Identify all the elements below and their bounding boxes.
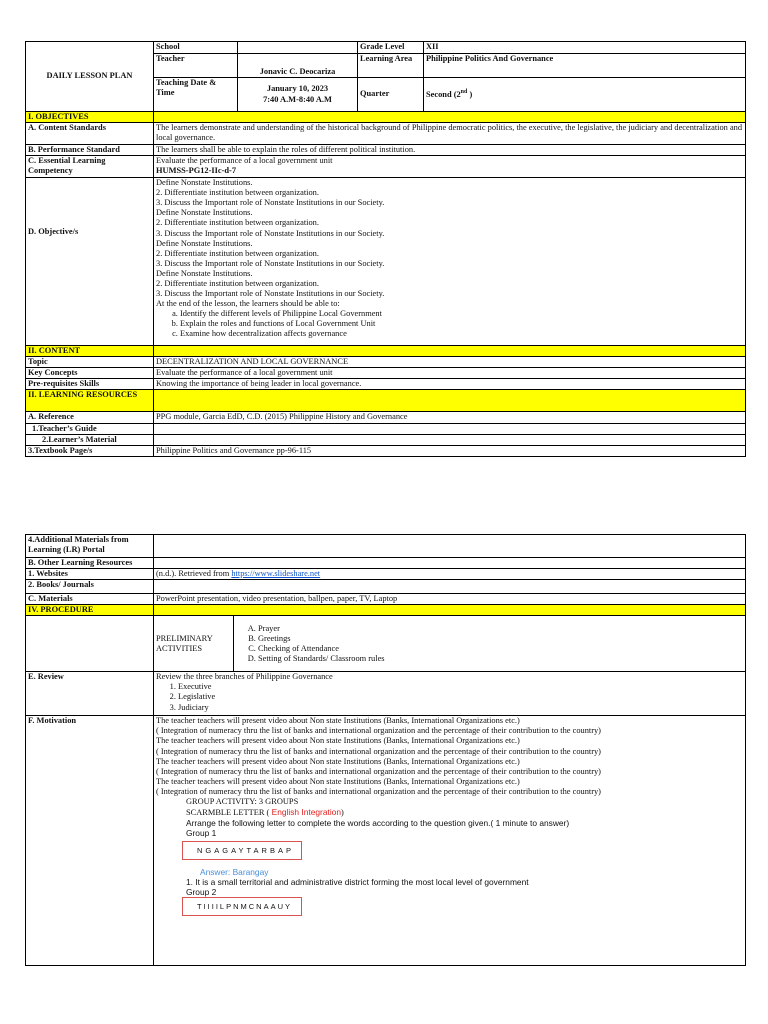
grade-label: Grade Level	[358, 42, 424, 54]
motivation-label: F. Motivation	[26, 716, 154, 966]
area-value: Philippine Politics And Governance	[424, 54, 746, 78]
preliminary-item: A. Prayer	[258, 624, 743, 634]
motivation-para: The teacher teachers will present video about Non state Institutions (Banks, International Organizations etc.)	[156, 716, 520, 726]
objective-line: Define Nonstate Institutions.	[156, 238, 253, 248]
teacher-value: Jonavic C. Deocariza	[238, 54, 358, 78]
content-heading: II. CONTENT	[26, 346, 154, 357]
end-objective-item: a. Identify the different levels of Philippine Local Government	[180, 309, 743, 319]
group-activity: GROUP ACTIVITY: 3 GROUPS	[186, 796, 299, 806]
motivation-para: The teacher teachers will present video about Non state Institutions (Banks, International Organizations etc.)	[156, 756, 520, 766]
objective-lines	[156, 178, 743, 299]
objective-line: 3. Discuss the Important role of Nonstate Institutions in our Society.	[156, 228, 385, 238]
procedure-heading: IV. PROCEDURE	[26, 605, 154, 616]
grade-value: XII	[424, 42, 746, 54]
preliminary-item: C. Checking of Attendance	[258, 644, 743, 654]
date-value: January 10, 2023	[266, 84, 329, 94]
materials-label: C. Materials	[26, 594, 154, 605]
end-intro: At the end of the lesson, the learners should be able to:	[156, 299, 340, 309]
scramble-heading: SCARMBLE LETTER ( English Integration)	[186, 807, 344, 818]
motivation-para: The teacher teachers will present video about Non state Institutions (Banks, International Organizations etc.)	[156, 776, 520, 786]
objectives-body	[154, 178, 746, 346]
review-label: E. Review	[26, 672, 154, 716]
review-item: 2. Legislative	[178, 692, 743, 702]
performance-standard-label: B. Performance Standard	[26, 145, 154, 156]
objective-line: Define Nonstate Institutions.	[156, 208, 253, 218]
objective-line: 2. Differentiate institution between organization.	[156, 248, 319, 258]
competency-label: C. Essential Learning Competency	[26, 156, 154, 178]
prereq-text: Knowing the importance of being leader in local governance.	[154, 379, 746, 390]
school-value	[238, 42, 358, 54]
objective-line: Define Nonstate Institutions.	[156, 268, 253, 278]
objective-line: Define Nonstate Institutions.	[156, 178, 253, 188]
additional-materials-label: 4.Additional Materials from Learning (LR) Portal	[26, 535, 154, 558]
group-2-scramble-box: TIIIILPNMCNAAUY	[182, 897, 302, 916]
end-objectives-list	[156, 309, 743, 339]
reference-label: A. Reference	[26, 412, 154, 423]
review-list	[156, 682, 743, 712]
motivation-para: ( Integration of numeracy thru the list of banks and international organization and the percentage of their contribution to the country)	[156, 726, 601, 736]
objectives-label: D. Objective/s	[26, 178, 154, 346]
objective-line: 3. Discuss the Important role of Nonstate Institutions in our Society.	[156, 198, 385, 208]
lesson-plan-table-page-1	[25, 41, 746, 457]
group-2-label: Group 2	[186, 887, 217, 898]
content-standards-label: A. Content Standards	[26, 123, 154, 145]
preliminary-item: B. Greetings	[258, 634, 743, 644]
review-item: 1. Executive	[178, 682, 743, 692]
motivation-para: The teacher teachers will present video about Non state Institutions (Banks, International Organizations etc.)	[156, 736, 520, 746]
other-resources-label: B. Other Learning Resources	[26, 558, 154, 569]
textbook-label: 3.Textbook Page/s	[26, 445, 154, 456]
objective-line: 3. Discuss the Important role of Nonstate Institutions in our Society.	[156, 258, 385, 268]
performance-standard-text: The learners shall be able to explain the roles of different political institution.	[154, 145, 746, 156]
websites-text: (n.d.). Retrieved from https://www.slideshare.net	[154, 569, 746, 580]
end-objective-item: c. Examine how decentralization affects governance	[180, 329, 743, 339]
motivation-body	[154, 716, 746, 966]
topic-text: DECENTRALIZATION AND LOCAL GOVERNANCE	[154, 357, 746, 368]
review-intro: Review the three branches of Philippine Governance	[156, 672, 333, 682]
prereq-label: Pre-requisites Skills	[26, 379, 154, 390]
question-1: 1. It is a small territorial and administrative district forming the most local level of government	[186, 877, 529, 888]
teachers-guide-label: 1.Teacher’s Guide	[26, 423, 154, 434]
school-label: School	[154, 42, 238, 54]
scramble-instruction: Arrange the following letter to complete the words according to the question given.( 1 minute to answer)	[186, 818, 570, 829]
motivation-para: ( Integration of numeracy thru the list of banks and international organization and the percentage of their contribution to the country)	[156, 786, 601, 796]
content-standards-text: The learners demonstrate and understanding of the historical background of Philippine democratic politics, the executive, the legislative, the judiciary and decentralization and local governance.	[154, 123, 746, 145]
quarter-value: Second (2nd )	[424, 78, 746, 112]
teacher-label: Teacher	[154, 54, 238, 78]
competency-code: HUMSS-PG12-IIc-d-7	[156, 166, 237, 176]
motivation-para: ( Integration of numeracy thru the list of banks and international organization and the percentage of their contribution to the country)	[156, 746, 601, 756]
books-label: 2. Books/ Journals	[26, 580, 154, 594]
plan-title: DAILY LESSON PLAN	[26, 42, 154, 112]
websites-label: 1. Websites	[26, 569, 154, 580]
objectives-heading: I. OBJECTIVES	[26, 112, 154, 123]
objective-line: 3. Discuss the Important role of Nonstate Institutions in our Society.	[156, 289, 385, 299]
key-concepts-text: Evaluate the performance of a local government unit	[154, 368, 746, 379]
end-objective-item: b. Explain the roles and functions of Local Government Unit	[180, 319, 743, 329]
page-separator	[0, 488, 768, 518]
learners-material-label: 2.Learner’s Material	[26, 434, 154, 445]
time-value: 7:40 A.M-8:40 A.M	[263, 94, 332, 104]
objective-line: 2. Differentiate institution between organization.	[156, 278, 319, 288]
lesson-plan-table-page-2	[25, 534, 746, 966]
motivation-para: ( Integration of numeracy thru the list of banks and international organization and the percentage of their contribution to the country)	[156, 766, 601, 776]
topic-label: Topic	[26, 357, 154, 368]
review-item: 3. Judiciary	[178, 703, 743, 713]
preliminary-label: PRELIMINARY ACTIVITIES	[154, 616, 234, 672]
objective-line: 2. Differentiate institution between organization.	[156, 218, 319, 228]
group-1-scramble-box: NGAGAYTARBAP	[182, 841, 302, 860]
date-label: Teaching Date & Time	[154, 78, 238, 112]
preliminary-item: D. Setting of Standards/ Classroom rules	[258, 654, 743, 664]
preliminary-list	[236, 624, 743, 664]
textbook-text: Philippine Politics and Governance pp-96-115	[154, 445, 746, 456]
area-label: Learning Area	[358, 54, 424, 78]
slideshare-link[interactable]: https://www.slideshare.net	[231, 569, 321, 579]
objective-line: 2. Differentiate institution between organization.	[156, 188, 319, 198]
reference-text: PPG module, Garcia EdD, C.D. (2015) Philippine History and Governance	[154, 412, 746, 423]
materials-text: PowerPoint presentation, video presentation, ballpen, paper, TV, Laptop	[154, 594, 746, 605]
group-1-label: Group 1	[186, 828, 217, 839]
resources-heading: II. LEARNING RESOURCES	[26, 390, 154, 412]
key-concepts-label: Key Concepts	[26, 368, 154, 379]
competency-text: Evaluate the performance of a local government unit	[156, 156, 333, 166]
quarter-label: Quarter	[358, 78, 424, 112]
answer-1: Answer: Barangay	[200, 867, 269, 878]
